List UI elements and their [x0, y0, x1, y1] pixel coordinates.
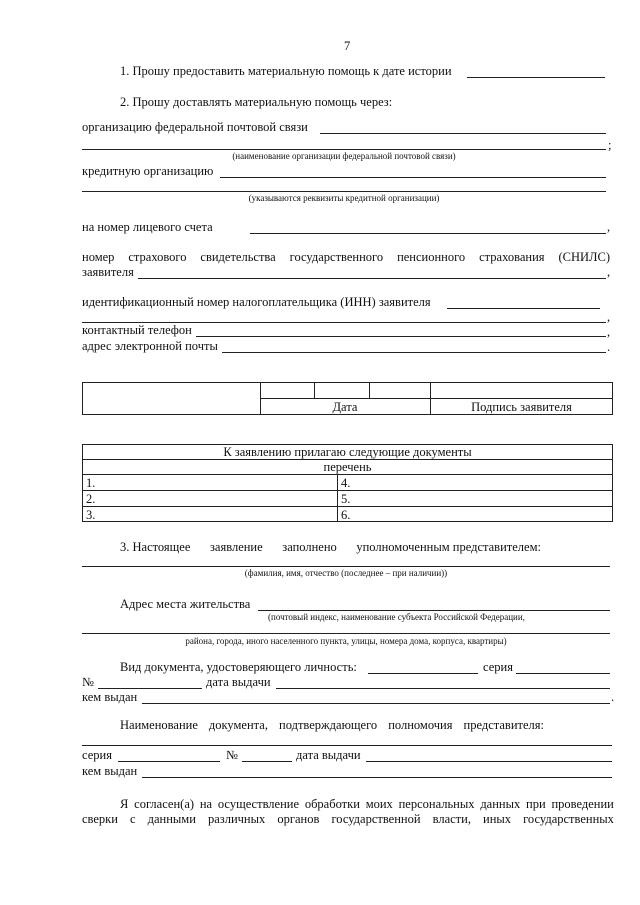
email-label: адрес электронной почты: [82, 339, 218, 353]
consent-word: согласен(а): [134, 797, 195, 811]
docs-col-divider: [337, 474, 338, 522]
address-field[interactable]: [258, 610, 610, 611]
consent-word: власти,: [432, 812, 471, 826]
consent-word: Я: [120, 797, 129, 811]
consent-word: персональных: [398, 797, 475, 811]
account-label: на номер лицевого счета: [82, 220, 213, 234]
item3-word: уполномоченным представителем:: [356, 540, 541, 554]
date-label: Дата: [332, 400, 358, 414]
item3-word: заполнено: [282, 540, 337, 554]
item2-text: 2. Прошу доставлять материальную помощь через:: [120, 95, 393, 109]
item1-text: 1. Прошу предоставить материальную помощь к дате истории: [120, 64, 452, 78]
snils-label-line2: заявителя: [82, 265, 134, 279]
id-issued-by-field[interactable]: [142, 703, 610, 704]
auth-series-label: серия: [82, 748, 112, 762]
authority-doc-field[interactable]: [82, 745, 612, 746]
consent-line-1: [120, 797, 614, 811]
snils-label-line1: [82, 250, 610, 264]
year-field[interactable]: [370, 383, 430, 398]
item3-text: [120, 540, 541, 554]
phone-comma: ,: [607, 325, 611, 339]
address-note-2: района, города, иного населенного пункта, улицы, номера дома, корпуса, квартиры): [185, 636, 507, 646]
docs-row-divider: [82, 474, 613, 475]
signature-label: Подпись заявителя: [471, 400, 572, 414]
id-number-sign: №: [82, 675, 94, 689]
authority-word: представителя:: [463, 718, 544, 732]
consent-word: при: [526, 797, 546, 811]
consent-line-2: [82, 812, 614, 826]
credit-org-note: (указываются реквизиты кредитной организации): [248, 193, 440, 203]
inn-field[interactable]: [447, 308, 600, 309]
id-issued-by-period: .: [611, 690, 615, 704]
documents-subtitle: перечень: [323, 460, 372, 474]
id-number-field[interactable]: [98, 688, 202, 689]
consent-word: на: [199, 797, 213, 811]
month-field[interactable]: [315, 383, 369, 398]
id-issue-date-field[interactable]: [276, 688, 610, 689]
consent-word: с: [130, 812, 136, 826]
auth-issue-date-field[interactable]: [366, 761, 612, 762]
postal-org-semicolon: ;: [608, 138, 612, 152]
email-period: .: [607, 340, 611, 354]
credit-org-field-2[interactable]: [82, 191, 606, 192]
auth-series-field[interactable]: [118, 761, 220, 762]
consent-word: обработки: [304, 797, 360, 811]
authority-doc-label: [120, 718, 544, 732]
consent-word: различных: [207, 812, 266, 826]
snils-word: (СНИЛС): [558, 250, 610, 264]
id-issue-date-label: дата выдачи: [206, 675, 271, 689]
doc-item-5[interactable]: 5.: [341, 492, 351, 506]
signature-field[interactable]: [431, 383, 612, 398]
credit-org-field[interactable]: [220, 177, 606, 178]
id-doc-label: Вид документа, удостоверяющего личность:: [120, 660, 357, 674]
snils-field[interactable]: [138, 278, 606, 279]
inn-comma: ,: [607, 310, 611, 324]
auth-issued-by-field[interactable]: [142, 777, 612, 778]
phone-field[interactable]: [196, 336, 606, 337]
snils-word: номер: [82, 250, 115, 264]
id-series-field[interactable]: [516, 673, 610, 674]
sig-row-divider: [260, 398, 613, 399]
authority-word: подтверждающего: [279, 718, 378, 732]
postal-org-field-2[interactable]: [82, 149, 606, 150]
id-issued-by-label: кем выдан: [82, 690, 138, 704]
phone-label: контактный телефон: [82, 323, 192, 337]
inn-label: идентификационный номер налогоплательщика (ИНН) заявителя: [82, 295, 431, 309]
consent-word: моих: [365, 797, 393, 811]
consent-word: сверки: [82, 812, 118, 826]
auth-issue-date-label: дата выдачи: [296, 748, 361, 762]
snils-word: государственного: [289, 250, 384, 264]
id-series-label: серия: [483, 660, 513, 674]
item1-date-field[interactable]: [467, 77, 605, 78]
item3-word: 3. Настоящее: [120, 540, 191, 554]
docs-row-divider: [82, 506, 613, 507]
auth-number-sign: №: [226, 748, 238, 762]
consent-word: государственных: [523, 812, 614, 826]
doc-item-4[interactable]: 4.: [341, 476, 351, 490]
consent-word: осуществление: [217, 797, 300, 811]
doc-item-2[interactable]: 2.: [86, 492, 96, 506]
account-field[interactable]: [250, 233, 606, 234]
item3-word: заявление: [209, 540, 263, 554]
consent-word: данными: [147, 812, 196, 826]
representative-fio-field[interactable]: [82, 566, 610, 567]
consent-word: данных: [480, 797, 521, 811]
address-note-1: (почтовый индекс, наименование субъекта Российской Федерации,: [268, 612, 525, 622]
consent-word: проведении: [551, 797, 614, 811]
documents-title: К заявлению прилагаю следующие документы: [223, 445, 472, 459]
snils-word: свидетельства: [200, 250, 276, 264]
consent-word: органов: [277, 812, 320, 826]
consent-word: государственной: [331, 812, 421, 826]
authority-word: полномочия: [388, 718, 453, 732]
doc-item-1[interactable]: 1.: [86, 476, 96, 490]
doc-item-6[interactable]: 6.: [341, 508, 351, 522]
account-comma: ,: [607, 220, 611, 234]
snils-word: пенсионного: [397, 250, 466, 264]
fio-note: (фамилия, имя, отчество (последнее – при наличии)): [244, 568, 448, 578]
postal-org-label: организацию федеральной почтовой связи: [82, 120, 308, 134]
auth-issued-by-label: кем выдан: [82, 764, 138, 778]
day-field[interactable]: [261, 383, 314, 398]
credit-org-label: кредитную организацию: [82, 164, 214, 178]
authority-word: Наименование: [120, 718, 198, 732]
id-doc-type-field[interactable]: [368, 673, 478, 674]
snils-word: страхования: [479, 250, 545, 264]
address-label: Адрес места жительства: [120, 597, 251, 611]
address-field-2[interactable]: [82, 633, 610, 634]
docs-row-divider: [82, 490, 613, 491]
email-field[interactable]: [222, 352, 606, 353]
snils-word: страхового: [128, 250, 187, 264]
postal-org-field[interactable]: [320, 133, 606, 134]
snils-comma: ,: [607, 265, 611, 279]
authority-word: документа,: [208, 718, 268, 732]
auth-number-field[interactable]: [242, 761, 292, 762]
doc-item-3[interactable]: 3.: [86, 508, 96, 522]
page-number: 7: [344, 39, 351, 53]
postal-org-note: (наименование организации федеральной почтовой связи): [232, 151, 456, 161]
consent-word: иных: [483, 812, 512, 826]
